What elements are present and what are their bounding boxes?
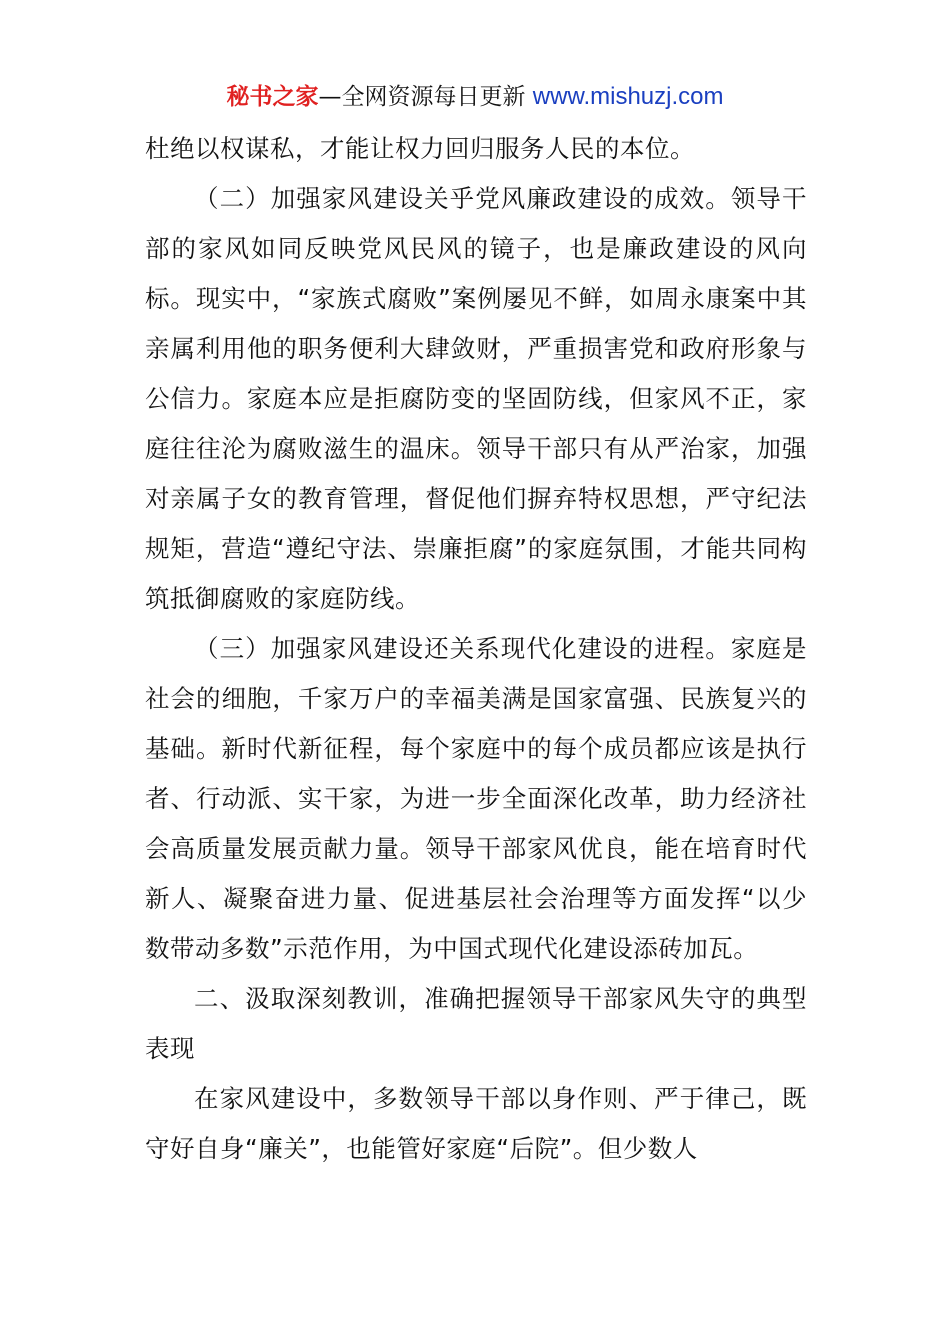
- document-body: [145, 124, 807, 1174]
- header-tagline: —全网资源每日更新: [318, 84, 526, 110]
- header-brand: 秘书之家: [226, 84, 319, 110]
- page-header: [0, 80, 950, 114]
- paragraph-section-3: （三）加强家风建设还关系现代化建设的进程。家庭是社会的细胞，千家万户的幸福美满是国家富强、民族复兴的基础。新时代新征程，每个家庭中的每个成员都应该是执行者、行动派、实干家，为进一步全面深化改革，助力经济社会高质量发展贡献力量。领导干部家风优良，能在培育时代新人、凝聚奋进力量、促进基层社会治理等方面发挥“以少数带动多数”示范作用，为中国式现代化建设添砖加瓦。: [145, 634, 807, 963]
- paragraph-intro: 在家风建设中，多数领导干部以身作则、严于律己，既守好自身“廉关”，也能管好家庭“后院”。但少数人: [145, 1084, 807, 1163]
- header-url-link[interactable]: www.mishuzj.com: [532, 83, 724, 110]
- section-heading-2: 二、汲取深刻教训，准确把握领导干部家风失守的典型表现: [145, 984, 807, 1063]
- paragraph-section-2: （二）加强家风建设关乎党风廉政建设的成效。领导干部的家风如同反映党风民风的镜子，也是廉政建设的风向标。现实中，“家族式腐败”案例屡见不鲜，如周永康案中其亲属利用他的职务便利大肆敛财，严重损害党和政府形象与公信力。家庭本应是拒腐防变的坚固防线，但家风不正，家庭往往沦为腐败滋生的温床。领导干部只有从严治家，加强对亲属子女的教育管理，督促他们摒弃特权思想，严守纪法规矩，营造“遵纪守法、崇廉拒腐”的家庭氛围，才能共同构筑抵御腐败的家庭防线。: [145, 184, 807, 613]
- paragraph-continuation: 杜绝以权谋私，才能让权力回归服务人民的本位。: [145, 134, 695, 163]
